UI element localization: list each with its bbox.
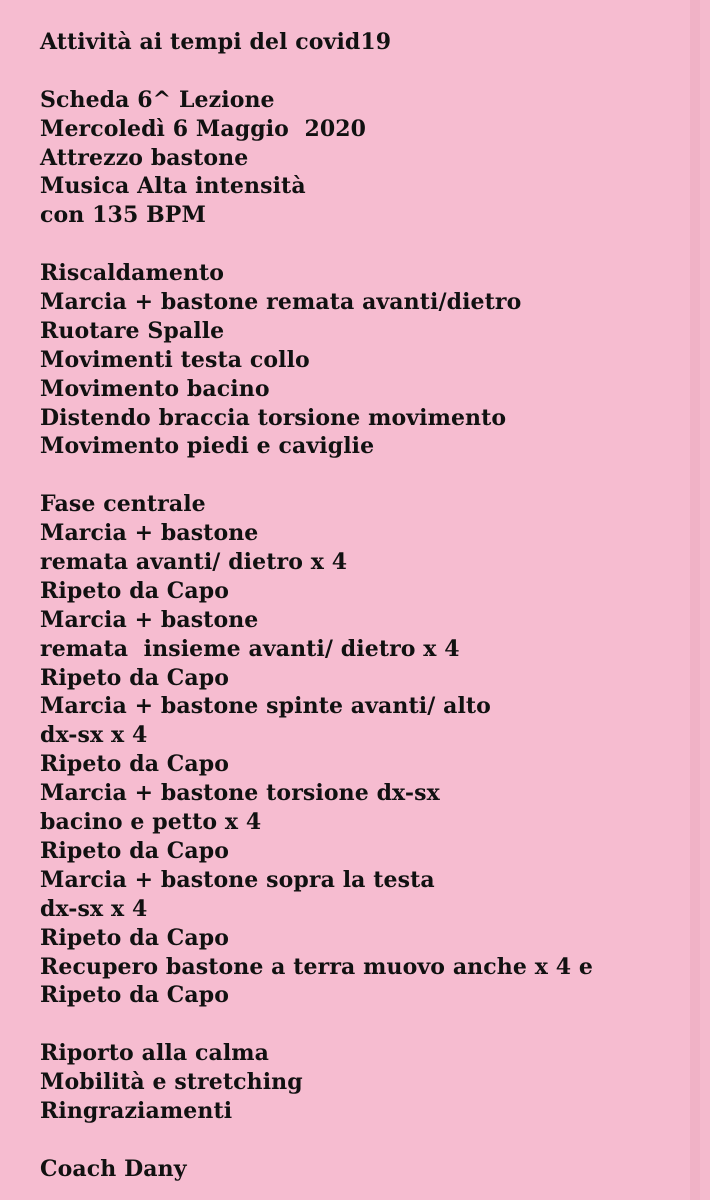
- spacer: [40, 230, 690, 259]
- central-line: Marcia + bastone: [40, 520, 259, 547]
- intro-line: Scheda 6^ Lezione: [40, 86, 275, 113]
- spacer: [40, 461, 690, 490]
- central-line: dx-sx x 4: [40, 722, 148, 749]
- central-line: Ripeto da Capo: [40, 577, 230, 604]
- central-line: bacino e petto x 4: [40, 809, 262, 836]
- spacer: [40, 1126, 690, 1155]
- central-line: Marcia + bastone spinte avanti/ alto: [40, 693, 491, 720]
- central-line: Ripeto da Capo: [40, 751, 230, 778]
- central-line: Ripeto da Capo: [40, 982, 230, 1009]
- intro-line: con 135 BPM: [40, 202, 206, 229]
- spacer: [40, 1010, 690, 1039]
- central-line: Ripeto da Capo: [40, 837, 230, 864]
- intro-line: Attrezzo bastone: [40, 144, 249, 171]
- central-line: Recupero bastone a terra muovo anche x 4 e: [40, 953, 593, 980]
- intro-line: Musica Alta intensità: [40, 173, 306, 200]
- cooldown-line: Ringraziamenti: [40, 1097, 233, 1124]
- central-line: Marcia + bastone: [40, 606, 259, 633]
- warmup-heading: Riscaldamento: [40, 260, 225, 287]
- central-line: Ripeto da Capo: [40, 664, 230, 691]
- warmup-line: Movimento bacino: [40, 375, 270, 402]
- warmup-line: Movimento piedi e caviglie: [40, 433, 375, 460]
- central-line: remata insieme avanti/ dietro x 4: [40, 635, 460, 662]
- warmup-line: Distendo braccia torsione movimento: [40, 404, 507, 431]
- central-line: remata avanti/ dietro x 4: [40, 549, 348, 576]
- central-line: Marcia + bastone torsione dx-sx: [40, 780, 440, 807]
- note-title: Attività ai tempi del covid19: [40, 29, 392, 55]
- cooldown-line: Mobilità e stretching: [40, 1069, 303, 1096]
- spacer: [40, 57, 690, 86]
- central-line: Ripeto da Capo: [40, 924, 230, 951]
- cooldown-heading: Riporto alla calma: [40, 1040, 270, 1067]
- central-line: dx-sx x 4: [40, 895, 148, 922]
- central-line: Marcia + bastone sopra la testa: [40, 866, 435, 893]
- warmup-line: Marcia + bastone remata avanti/dietro: [40, 289, 522, 316]
- warmup-line: Movimenti testa collo: [40, 346, 310, 373]
- warmup-line: Ruotare Spalle: [40, 317, 225, 344]
- intro-line: Mercoledì 6 Maggio 2020: [40, 115, 367, 142]
- note-content: [40, 28, 690, 1184]
- signature: Coach Dany: [40, 1155, 187, 1182]
- central-heading: Fase centrale: [40, 491, 206, 518]
